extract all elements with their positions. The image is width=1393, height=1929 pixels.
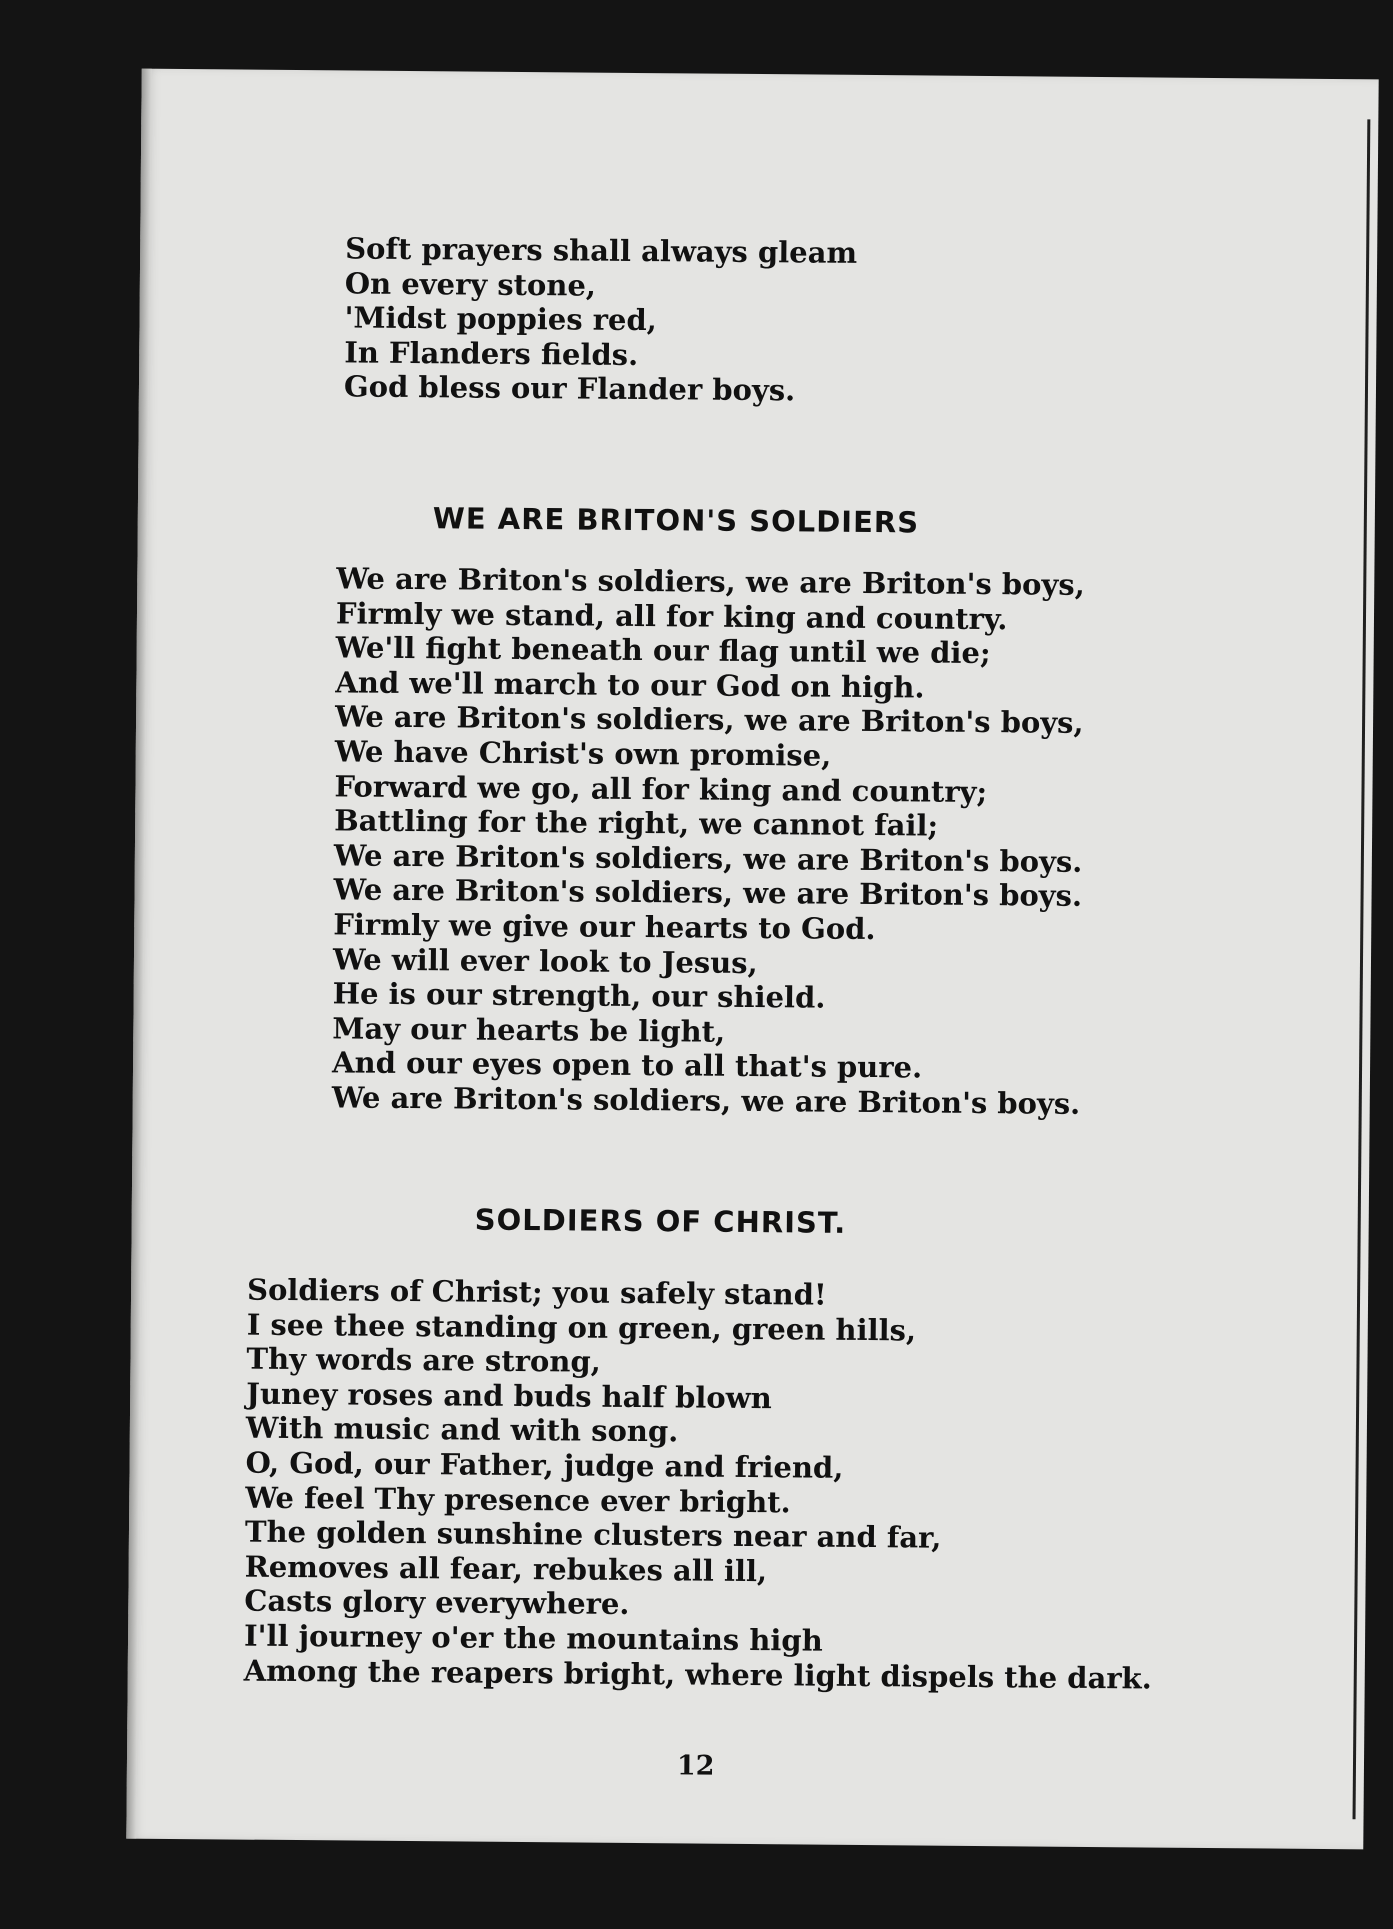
song-line: Casts glory everywhere. — [244, 1583, 630, 1622]
song-line: And our eyes open to all that's pure. — [331, 1045, 923, 1085]
song-line: With music and with song. — [245, 1410, 679, 1449]
song-line: We will ever look to Jesus, — [332, 941, 758, 980]
song-line: Soldiers of Christ; you safely stand! — [246, 1272, 827, 1312]
song-line: I'll journey o'er the mountains high — [243, 1618, 823, 1658]
song-soldiers-of-christ — [244, 1273, 1156, 1696]
song-line: Juney roses and buds half blown — [246, 1376, 772, 1415]
page-binding-edge — [126, 69, 151, 1839]
song-line: We are Briton's soldiers, we are Briton's boys. — [333, 838, 1083, 879]
song-line: O, God, our Father, judge and friend, — [245, 1445, 844, 1485]
song-line: He is our strength, our shield. — [332, 976, 826, 1015]
poem-ending — [344, 231, 857, 408]
poem-line: Soft prayers shall always gleam — [345, 231, 858, 270]
poem-line: In Flanders fields. — [344, 335, 639, 372]
poem-line: God bless our Flander boys. — [343, 369, 796, 408]
song-line: We are Briton's soldiers, we are Briton's boys. — [331, 1080, 1081, 1121]
song-line: May our hearts be light, — [332, 1011, 726, 1049]
song-line: Firmly we give our hearts to God. — [333, 907, 876, 947]
song-line: I see thee standing on green, green hills, — [246, 1307, 917, 1348]
song-title-soldiers-of-christ: SOLDIERS OF CHRIST. — [474, 1202, 847, 1240]
facing-page-gutter — [1353, 119, 1371, 1819]
song-line: We are Briton's soldiers, we are Briton's boys. — [333, 872, 1083, 914]
poem-line: 'Midst poppies red, — [344, 300, 657, 338]
poem-line: On every stone, — [344, 266, 597, 303]
song-line: Firmly we stand, all for king and country. — [335, 595, 1008, 636]
song-line: Removes all fear, rebukes all ill, — [244, 1549, 768, 1588]
page-number: 12 — [676, 1750, 715, 1782]
song-title-britons-soldiers: WE ARE BRITON'S SOLDIERS — [432, 501, 920, 540]
song-line: We are Briton's soldiers, we are Briton's boys, — [336, 561, 1085, 602]
song-line: The golden sunshine clusters near and far, — [244, 1514, 942, 1555]
song-britons-soldiers — [332, 561, 1085, 1121]
song-line: And we'll march to our God on high. — [335, 665, 925, 705]
song-line: Battling for the right, we cannot fail; — [334, 803, 939, 843]
song-line: Forward we go, all for king and country; — [334, 768, 988, 809]
song-line: We'll fight beneath our flag until we die; — [335, 630, 991, 671]
song-line: We feel Thy presence ever bright. — [245, 1480, 791, 1519]
song-line: Thy words are strong, — [246, 1341, 601, 1379]
book-page — [126, 69, 1378, 1850]
song-line: We have Christ's own promise, — [334, 734, 832, 773]
song-line: We are Briton's soldiers, we are Briton's boys, — [334, 699, 1084, 741]
song-line: Among the reapers bright, where light dispels the dark. — [243, 1653, 1152, 1696]
